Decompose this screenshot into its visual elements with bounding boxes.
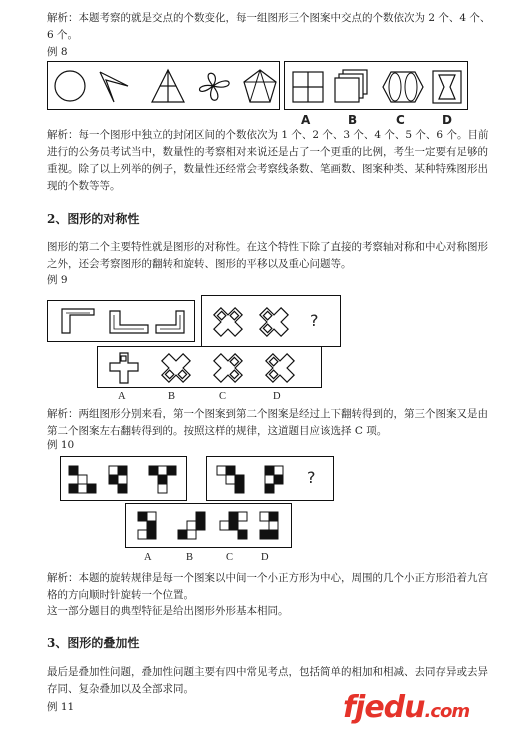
ex10-group1-figures — [61, 457, 188, 502]
ex9-option-a[interactable]: A — [118, 391, 126, 402]
ex9-option-d[interactable]: D — [273, 391, 281, 402]
ex9-option-b[interactable]: B — [168, 391, 176, 402]
ex10-group2-figures — [207, 457, 335, 502]
example-9-label: 例 9 — [47, 274, 68, 286]
ex8-analysis-paragraph: 解析：每一个图形中独立的封闭区间的个数依次为 1 个、2 个、3 个、4 个、5 个、6 个。目前进行的公务员考试当中，数量性的考察相对来说还是占了一个更重的比例，考生一定要有足够的重视。除了以上列举的例子，数量性还经常会考察线条数、笔画数、图案种类、某种特殊图形出现的个数等等。 — [47, 129, 489, 192]
ex10-question-box-1 — [60, 456, 187, 501]
ex9-question-mark: ? — [310, 311, 319, 330]
section-2-title: 2、图形的对称性 — [47, 212, 140, 226]
ex10-note-paragraph: 这一部分题目的典型特征是给出图形外形基本相同。 — [47, 605, 289, 617]
ex9-options-box — [97, 346, 322, 388]
section-2-paragraph: 图形的第二个主要特性就是图形的对称性。在这个特性下除了直接的考察轴对称和中心对称图形之外，还会考察图形的翻转和旋转、图形的平移以及重心问题等。 — [47, 241, 488, 270]
ex8-option-figures — [285, 62, 469, 111]
ex9-group2-figures — [202, 296, 342, 348]
section-3-paragraph: 最后是叠加性问题，叠加性问题主要有四中常见考点，包括简单的相加和相减、去同存异或去异存同、复杂叠加以及全部求同。 — [47, 666, 488, 695]
ex9-option-figures — [98, 347, 323, 389]
ex9-analysis-paragraph: 解析：两组图形分别来看，第一个图案到第二个图案是经过上下翻转得到的，第三个图案又是由第二个图案左右翻转得到的。按照这样的规律，这道题目应该选择 C 项。 — [47, 408, 488, 437]
example-8-label: 例 8 — [47, 46, 68, 58]
watermark-text: fjedu — [343, 690, 425, 725]
example-11-label: 例 11 — [47, 701, 75, 713]
ex8-option-b[interactable]: B — [348, 113, 358, 127]
ex9-question-box-1 — [47, 300, 195, 342]
ex8-question-box — [47, 61, 280, 110]
ex9-option-c[interactable]: C — [219, 391, 227, 402]
ex9-group1-figures — [48, 301, 196, 343]
ex10-option-b[interactable]: B — [186, 552, 194, 563]
ex9-question-box-2 — [201, 295, 341, 347]
ex8-option-d[interactable]: D — [442, 113, 452, 127]
ex8-options-box — [284, 61, 468, 110]
ex10-analysis-paragraph: 解析：本题的旋转规律是每一个图案以中间一个小正方形为中心，周围的几个小正方形沿着九宫格的方向顺时针旋转一个位置。 — [47, 572, 488, 601]
watermark-logo — [343, 690, 469, 725]
ex8-option-a[interactable]: A — [301, 113, 311, 127]
example-10-label: 例 10 — [47, 439, 75, 451]
ex10-option-figures — [126, 504, 293, 549]
section-3-title: 3、图形的叠加性 — [47, 636, 140, 650]
ex8-option-c[interactable]: C — [396, 113, 405, 127]
ex10-option-a[interactable]: A — [144, 552, 152, 563]
intro-paragraph: 解析：本题考察的就是交点的个数变化，每一组图形三个图案中交点的个数依次为 2 个、4 个、6 个。 — [47, 12, 491, 41]
ex10-option-c[interactable]: C — [226, 552, 234, 563]
watermark-suffix: .com — [424, 701, 470, 722]
ex10-question-box-2 — [206, 456, 334, 501]
ex10-option-d[interactable]: D — [261, 552, 269, 563]
ex8-question-figures — [48, 62, 281, 111]
ex10-question-mark: ? — [307, 468, 316, 487]
ex10-options-box — [125, 503, 292, 548]
